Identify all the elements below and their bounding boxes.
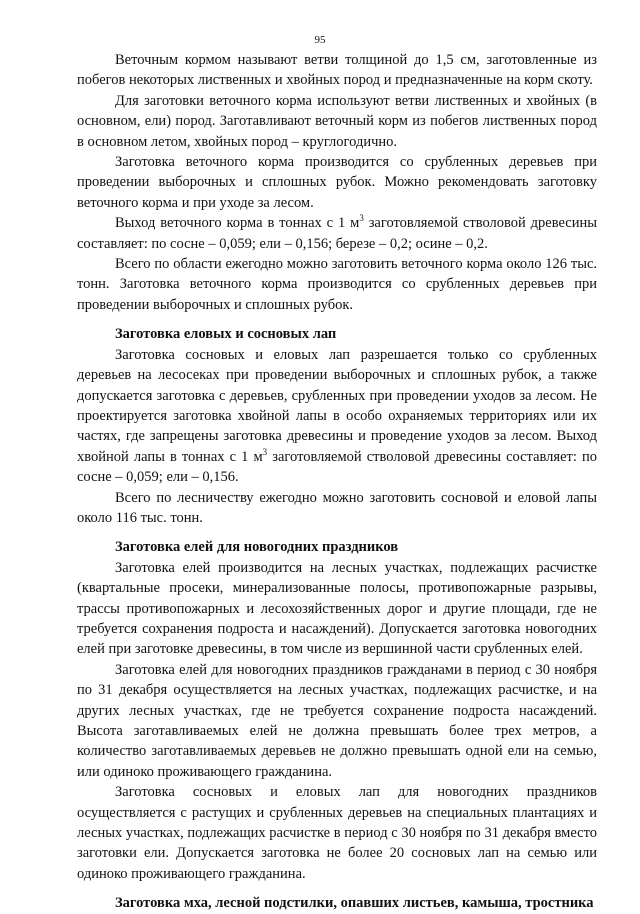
superscript: 3: [262, 446, 268, 457]
paragraph-new-year-trees-areas: Заготовка елей производится на лесных участках, подлежащих расчистке (квартальные просеки, минерализованные полосы, противопожарные разрывы, трассы противопожарных и лесохозяйственных дорог и другие площади, где не требуется сохранения подроста и насаждений). Допускается заготовка новогодних елей при заготовке древесины, в том числе из вершинной части срубленных елей.: [77, 559, 597, 658]
document-body: [77, 50, 597, 914]
paragraph-branch-feed-volume: Всего по области ежегодно можно заготовить веточного корма около 126 тыс. тонн. Заготовка веточного корма производится со срубленных деревьев при проведении выборочных и сплошных рубок.: [77, 256, 597, 313]
paragraph-conifer-branches-rules: [77, 345, 597, 488]
paragraph-branch-feed-harvesting: Заготовка веточного корма производится со срубленных деревьев при проведении выборочных и сплошных рубок. Можно рекомендовать заготовку веточного корма и при уходе за лесом.: [77, 154, 597, 211]
paragraph-text: заготовляемой стволовой древесины составляет: по сосне – 0,059; ели – 0,156.: [77, 448, 597, 486]
paragraph-text: заготовляемой стволовой древесины составляет: по сосне – 0,059; ели – 0,156; березе – 0,2; осине – 0,2.: [77, 215, 598, 252]
paragraph-conifer-branches-volume: Всего по лесничеству ежегодно можно заготовить сосновой и еловой лапы около 116 тыс. тонн.: [77, 489, 597, 526]
paragraph-new-year-branches: Заготовка сосновых и еловых лап для новогодних праздников осуществляется с растущих и срубленных деревьев на специальных плантациях и лесных участках, подлежащих расчистке в период с 30 ноября по 31 декабря вместо заготовки ели. Допускается заготовка не более 20 сосновых лап на семью или одиноко проживающего гражданина.: [77, 784, 597, 882]
paragraph-new-year-trees-citizens: Заготовка елей для новогодних праздников гражданами в период с 30 ноября по 31 декабря осуществляется на лесных участках, подлежащих расчистке, и на других лесных участках, где не требуется сохранение подроста насаждений. Высота заготавливаемых елей не должна превышать более трех метров, а количество заготавливаемых деревьев не должно превышать одной ели на семью, или одиноко проживающего гражданина.: [77, 661, 597, 780]
superscript: 3: [359, 213, 364, 224]
section-heading-moss-litter-reeds: Заготовка мха, лесной подстилки, опавших листьев, камыша, тростника: [115, 895, 594, 912]
section-heading-spruce-pine-branches: Заготовка еловых и сосновых лап: [115, 326, 337, 343]
paragraph-text: Заготовка сосновых и еловых лап разрешается только со срубленных деревьев на лесосеках при проведении выборочных и сплошных рубок, а также допускается заготовка с деревьев, срубленных при проведении уходов за лесом. Не проектируется заготовка хвойной лапы в особо охраняемых территориях или их частях, где запрещены заготовка древесины и проведение уходов за лесом. Выход хвойной лапы в тоннах с 1 м: [77, 346, 597, 465]
section-heading-new-year-trees: Заготовка елей для новогодних праздников: [115, 539, 399, 556]
page-number: 95: [314, 34, 326, 46]
paragraph-branch-feed-sources: Для заготовки веточного корма используют ветви лиственных и хвойных (в основном, ели) пород. Заготавливают веточный корм из побегов лиственных пород в основном летом, хвойных пород – круглогодично.: [77, 92, 597, 150]
paragraph-branch-feed-yield: [77, 213, 597, 254]
paragraph-text: Выход веточного корма в тоннах с 1 м: [115, 215, 360, 232]
paragraph-branch-feed-definition: Веточным кормом называют ветви толщиной до 1,5 см, заготовленные из побегов некоторых лиственных и хвойных пород и предназначенные на корм скоту.: [77, 52, 597, 89]
